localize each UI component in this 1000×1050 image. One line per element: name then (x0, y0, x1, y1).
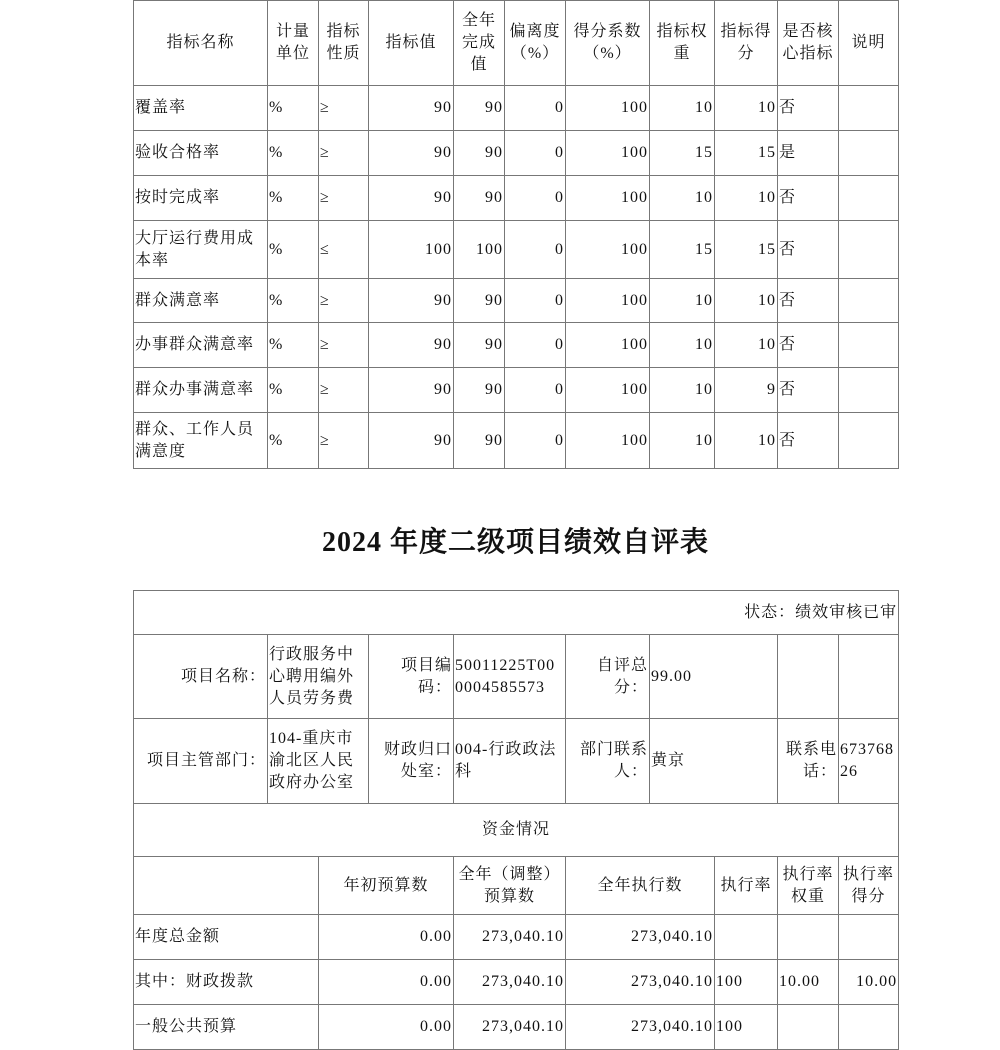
funds-header-row (134, 857, 899, 915)
table-cell: 100 (566, 176, 650, 221)
table-cell (715, 915, 778, 960)
table-cell: 15 (715, 221, 778, 279)
phone-value: 67376826 (839, 719, 899, 804)
table-cell: 273,040.10 (566, 1005, 715, 1050)
table-cell: 90 (369, 86, 454, 131)
table-cell: % (268, 323, 319, 368)
table-cell: 0 (505, 221, 566, 279)
table-cell: % (268, 279, 319, 323)
finance-label: 财政归口处室： (369, 719, 454, 804)
table-cell: 273,040.10 (454, 960, 566, 1005)
table-cell: 90 (454, 279, 505, 323)
table-cell: 100 (566, 368, 650, 413)
table-cell: 9 (715, 368, 778, 413)
table-cell (778, 915, 839, 960)
table-cell: 否 (778, 413, 839, 469)
table-cell: 10 (650, 413, 715, 469)
table-cell (839, 86, 899, 131)
table-cell: 10.00 (778, 960, 839, 1005)
table-cell: 0.00 (319, 1005, 454, 1050)
table-cell: 办事群众满意率 (134, 323, 268, 368)
table-cell: 0 (505, 368, 566, 413)
table-cell: 0 (505, 279, 566, 323)
table-cell: ≤ (319, 221, 369, 279)
table-cell: 273,040.10 (454, 915, 566, 960)
table-cell: 90 (454, 176, 505, 221)
table-cell: ≥ (319, 279, 369, 323)
table-cell: 按时完成率 (134, 176, 268, 221)
table-cell: ≥ (319, 176, 369, 221)
table-row (134, 131, 899, 176)
table-cell (839, 279, 899, 323)
table-cell: 90 (369, 323, 454, 368)
table-cell: % (268, 131, 319, 176)
column-header: 全年执行数 (566, 857, 715, 915)
table-cell: 100 (715, 960, 778, 1005)
table-cell: 100 (566, 131, 650, 176)
column-header (134, 857, 319, 915)
table-cell: 90 (454, 131, 505, 176)
table-cell: 90 (369, 413, 454, 469)
table-cell: 年度总金额 (134, 915, 319, 960)
column-header: 得分系数（%） (566, 1, 650, 86)
table-cell: 0 (505, 176, 566, 221)
table-cell: 90 (369, 368, 454, 413)
funds-section-title: 资金情况 (134, 804, 899, 857)
table-cell (839, 131, 899, 176)
table-cell: 100 (369, 221, 454, 279)
column-header: 全年完成值 (454, 1, 505, 86)
table-cell: 否 (778, 221, 839, 279)
table-cell: 群众办事满意率 (134, 368, 268, 413)
table-cell: 10 (650, 323, 715, 368)
table-cell (839, 413, 899, 469)
score-value: 99.00 (650, 635, 778, 719)
table-cell: % (268, 413, 319, 469)
table-cell: 10.00 (839, 960, 899, 1005)
table-row (134, 221, 899, 279)
table-cell: 0 (505, 413, 566, 469)
table-cell: 是 (778, 131, 839, 176)
project-code: 50011225T000004585573 (454, 635, 566, 719)
table-cell: 10 (715, 86, 778, 131)
empty-cell (778, 635, 839, 719)
table-cell: 10 (650, 86, 715, 131)
table-cell: 否 (778, 323, 839, 368)
column-header: 说明 (839, 1, 899, 86)
table-cell: 0.00 (319, 915, 454, 960)
table-cell: 273,040.10 (454, 1005, 566, 1050)
project-table (133, 590, 899, 1050)
score-label: 自评总分： (566, 635, 650, 719)
table-cell: 90 (369, 131, 454, 176)
table-cell (839, 176, 899, 221)
column-header: 指标性质 (319, 1, 369, 86)
funds-row (134, 960, 899, 1005)
table-row (134, 368, 899, 413)
table-cell: 一般公共预算 (134, 1005, 319, 1050)
table-cell: 100 (566, 279, 650, 323)
table-cell (839, 323, 899, 368)
table-cell: ≥ (319, 413, 369, 469)
dept-label: 项目主管部门： (134, 719, 268, 804)
table-cell: 否 (778, 368, 839, 413)
table-cell: % (268, 221, 319, 279)
phone-label: 联系电话： (778, 719, 839, 804)
table-cell: 100 (715, 1005, 778, 1050)
table-cell: 10 (715, 413, 778, 469)
table-cell: 群众满意率 (134, 279, 268, 323)
table-cell: ≥ (319, 368, 369, 413)
table-cell: 90 (454, 368, 505, 413)
table-cell: 否 (778, 279, 839, 323)
column-header: 指标名称 (134, 1, 268, 86)
column-header: 执行率 (715, 857, 778, 915)
table-cell: 100 (566, 323, 650, 368)
table-cell: ≥ (319, 86, 369, 131)
status-text: 状态：绩效审核已审 (134, 591, 899, 635)
contact-value: 黄京 (650, 719, 778, 804)
table-cell: 273,040.10 (566, 915, 715, 960)
project-name: 行政服务中心聘用编外人员劳务费 (268, 635, 369, 719)
finance-value: 004-行政政法科 (454, 719, 566, 804)
table-cell: 90 (454, 413, 505, 469)
table-cell: 否 (778, 86, 839, 131)
column-header: 指标得分 (715, 1, 778, 86)
table-cell: 10 (715, 279, 778, 323)
table-cell: 10 (650, 176, 715, 221)
dept-value: 104-重庆市渝北区人民政府办公室 (268, 719, 369, 804)
funds-row (134, 915, 899, 960)
column-header: 指标权重 (650, 1, 715, 86)
table-cell: 100 (566, 86, 650, 131)
table-cell: 100 (566, 413, 650, 469)
table-row (134, 413, 899, 469)
table-cell: 覆盖率 (134, 86, 268, 131)
indicator-table (133, 0, 899, 469)
table-cell: 100 (454, 221, 505, 279)
table-cell: 否 (778, 176, 839, 221)
table-cell (778, 1005, 839, 1050)
column-header: 年初预算数 (319, 857, 454, 915)
table-cell: % (268, 86, 319, 131)
table-cell: % (268, 176, 319, 221)
table-cell: 0 (505, 86, 566, 131)
page-title: 2024 年度二级项目绩效自评表 (321, 527, 709, 558)
table-cell: 验收合格率 (134, 131, 268, 176)
table-cell: 0 (505, 323, 566, 368)
table-cell: 10 (715, 176, 778, 221)
table-cell: 0 (505, 131, 566, 176)
table-cell: 群众、工作人员满意度 (134, 413, 268, 469)
table-cell (839, 221, 899, 279)
table-cell: 大厅运行费用成本率 (134, 221, 268, 279)
table-cell: 10 (650, 279, 715, 323)
table-cell: 10 (715, 323, 778, 368)
column-header: 全年（调整）预算数 (454, 857, 566, 915)
table-cell: 100 (566, 221, 650, 279)
table-cell: 15 (650, 221, 715, 279)
table-cell: 90 (454, 86, 505, 131)
table-row (134, 86, 899, 131)
table-cell (839, 1005, 899, 1050)
project-name-label: 项目名称： (134, 635, 268, 719)
empty-cell (839, 635, 899, 719)
table-cell: 90 (369, 176, 454, 221)
table-cell: 15 (715, 131, 778, 176)
column-header: 执行率权重 (778, 857, 839, 915)
table-cell: 15 (650, 131, 715, 176)
table-cell (839, 368, 899, 413)
contact-label: 部门联系人： (566, 719, 650, 804)
table-row (134, 323, 899, 368)
table-cell: 其中：财政拨款 (134, 960, 319, 1005)
table-cell: 273,040.10 (566, 960, 715, 1005)
table-cell: 90 (369, 279, 454, 323)
column-header: 执行率得分 (839, 857, 899, 915)
table-cell: 0.00 (319, 960, 454, 1005)
table-row (134, 279, 899, 323)
column-header: 计量单位 (268, 1, 319, 86)
table-cell: ≥ (319, 323, 369, 368)
table-row (134, 176, 899, 221)
header-row (134, 1, 899, 86)
column-header: 指标值 (369, 1, 454, 86)
table-cell (839, 915, 899, 960)
column-header: 是否核心指标 (778, 1, 839, 86)
table-cell: % (268, 368, 319, 413)
table-cell: ≥ (319, 131, 369, 176)
column-header: 偏离度（%） (505, 1, 566, 86)
funds-row (134, 1005, 899, 1050)
table-cell: 90 (454, 323, 505, 368)
table-cell: 10 (650, 368, 715, 413)
project-code-label: 项目编码： (369, 635, 454, 719)
